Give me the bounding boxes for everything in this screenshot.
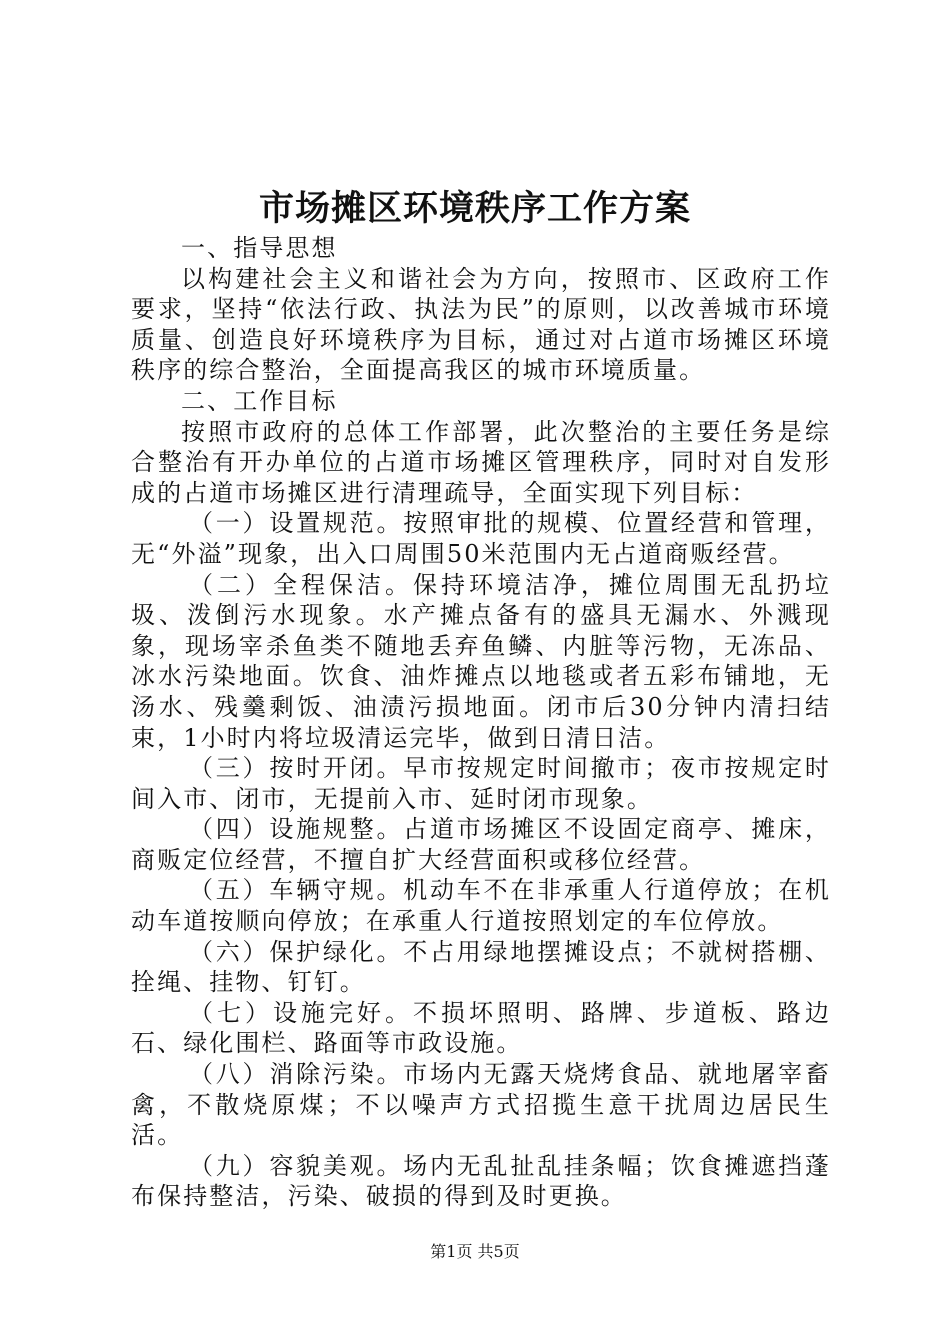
goal-item: （三）按时开闭。早市按规定时间撤市；夜市按规定时间入市、闭市，无提前入市、延时闭市现象。 [131, 754, 831, 813]
goal-item: （二）全程保洁。保持环境洁净，摊位周围无乱扔垃圾、泼倒污水现象。水产摊点备有的盛具无漏水、外溅现象，现场宰杀鱼类不随地丢弃鱼鳞、内脏等污物，无冻品、冰水污染地面。饮食、油炸摊点以地毯或者五彩布铺地，无汤水、残羹剩饭、油渍污损地面。闭市后30分钟内清扫结束，1小时内将垃圾清运完毕，做到日清日洁。 [131, 570, 831, 752]
goal-item: （一）设置规范。按照审批的规模、位置经营和管理，无“外溢”现象，出入口周围50米范围内无占道商贩经营。 [131, 509, 831, 568]
goal-item: （八）消除污染。市场内无露天烧烤食品、就地屠宰畜禽，不散烧原煤；不以噪声方式招揽生意干扰周边居民生活。 [131, 1060, 831, 1150]
goal-item: （九）容貌美观。场内无乱扯乱挂条幅；饮食摊遮挡蓬布保持整洁，污染、破损的得到及时更换。 [131, 1151, 831, 1211]
goal-item: （六）保护绿化。不占用绿地摆摊设点；不就树搭棚、拴绳、挂物、钉钉。 [131, 937, 831, 997]
document-body [131, 233, 831, 1212]
goal-item: （五）车辆守规。机动车不在非承重人行道停放；在机动车道按顺向停放；在承重人行道按照划定的车位停放。 [131, 876, 831, 936]
body-paragraph: 以构建社会主义和谐社会为方向，按照市、区政府工作要求，坚持“依法行政、执法为民”的原则，以改善城市环境质量、创造良好环境秩序为目标，通过对占道市场摊区环境秩序的综合整治，全面提高我区的城市环境质量。 [131, 264, 831, 385]
body-paragraph: 按照市政府的总体工作部署，此次整治的主要任务是综合整治有开办单位的占道市场摊区管理秩序，同时对自发形成的占道市场摊区进行清理疏导，全面实现下列目标： [131, 417, 831, 507]
goal-item: （七）设施完好。不损坏照明、路牌、步道板、路边石、绿化围栏、路面等市政设施。 [131, 998, 831, 1058]
document-title: 市场摊区环境秩序工作方案 [258, 188, 691, 229]
section-heading: 一、指导思想 [181, 234, 338, 262]
page-number-footer: 第1页 共5页 [430, 1242, 520, 1261]
section-heading: 二、工作目标 [181, 386, 338, 415]
goal-item: （四）设施规整。占道市场摊区不设固定商亭、摊床，商贩定位经营，不擅自扩大经营面积或移位经营。 [131, 815, 831, 874]
